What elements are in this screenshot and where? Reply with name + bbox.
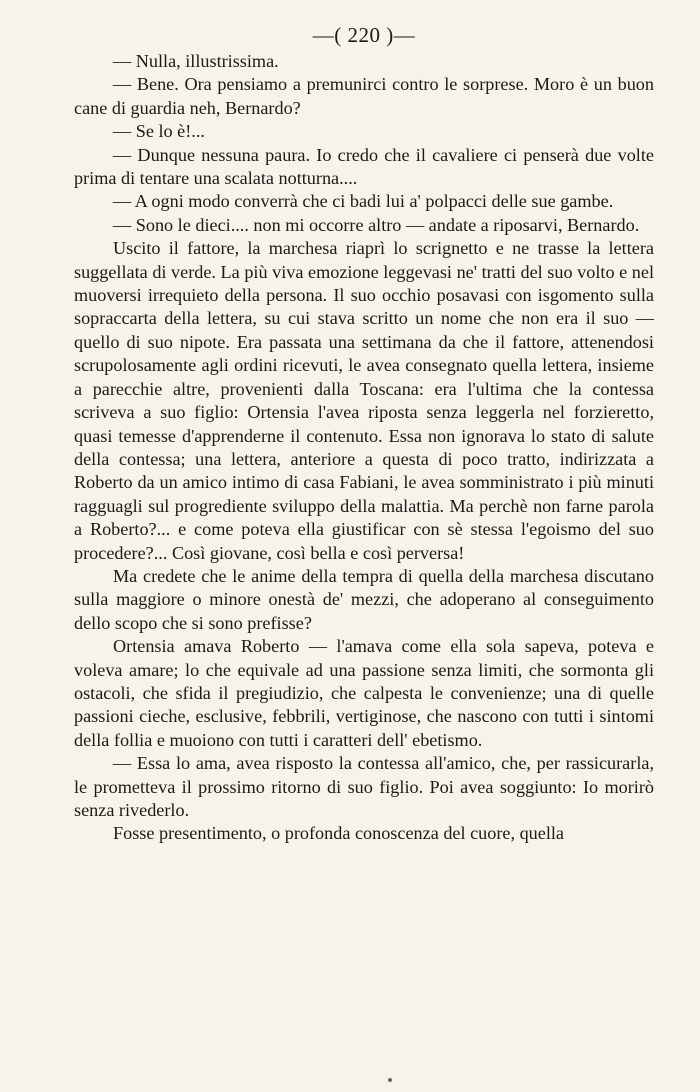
paragraph: — Dunque nessuna paura. Io credo che il cavaliere ci penserà due volte prima di tentare una scalata notturna.... bbox=[74, 144, 654, 189]
paragraph: Ortensia amava Roberto — l'amava come ella sola sapeva, poteva e voleva amare; lo che equivale ad una passione senza limiti, che sormonta gli ostacoli, che sfida il pregiudizio, che calpesta le convenienze; una di quelle passioni cieche, esclusive, febbrili, vertiginose, che nascono con tutti i sintomi della follia e muoiono con tutti i caratteri dell' ebetismo. bbox=[74, 636, 654, 750]
paragraph: — Bene. Ora pensiamo a premunirci contro le sorprese. Moro è un buon cane di guardia neh, Bernardo? bbox=[74, 74, 654, 118]
page-number: —( 220 )— bbox=[312, 23, 416, 47]
paragraph: — Sono le dieci.... non mi occorre altro — andate a riposarvi, Bernardo. bbox=[113, 214, 640, 235]
paragraph: — Nulla, illustrissima. bbox=[113, 51, 279, 71]
paragraph: — Essa lo ama, avea risposto la contessa all'amico, che, per rassicurarla, le prometteva il prossimo ritorno di suo figlio. Poi avea soggiunto: Io morirò senza rivederlo. bbox=[74, 753, 654, 820]
paper-speck bbox=[388, 1078, 392, 1082]
page-body bbox=[74, 50, 654, 846]
paragraph: Fosse presentimento, o profonda conoscenza del cuore, quella bbox=[113, 823, 565, 844]
paragraph: Ma credete che le anime della tempra di quella della marchesa discutano sulla maggiore o minore onestà de' mezzi, che adoperano al conseguimento dello scopo che si sono prefisse? bbox=[74, 565, 654, 633]
paragraph: — A ogni modo converrà che ci badi lui a' polpacci delle sue gambe. bbox=[113, 191, 614, 212]
paragraph: — Se lo è!... bbox=[113, 121, 205, 142]
paragraph: Uscito il fattore, la marchesa riaprì lo scrignetto e ne trasse la lettera suggellata di verde. La più viva emozione leggevasi ne' tratti del suo volto e nel muoversi irrequieto della persona. Il suo occhio posavasi con isgomento sulla sopraccarta della lettera, su cui stava scritto un nome che non era il suo — quello di suo nipote. Era passata una settimana da che il fattore, attenendosi scrupolosamente agli ordini ricevuti, le avea consegnato quella lettera, insieme a parecchie altre, provenienti dalla Toscana: era l'ultima che la contessa scriveva a suo figlio: Ortensia l'avea riposta senza leggerla nel forzieretto, quasi temesse d'apprenderne il contenuto. Essa non ignorava lo stato di salute della contessa; una lettera, anteriore a questa di poco tratto, indirizzata a Roberto da un amico intimo di casa Fabiani, le avea somministrato i più minuti ragguagli sul progrediente sviluppo della malattia. Ma perchè non farne parola a Roberto?... e come poteva ella giustificar con sè stessa l'egoismo del suo procedere?... Così giovane, così bella e così perversa! bbox=[74, 238, 654, 563]
